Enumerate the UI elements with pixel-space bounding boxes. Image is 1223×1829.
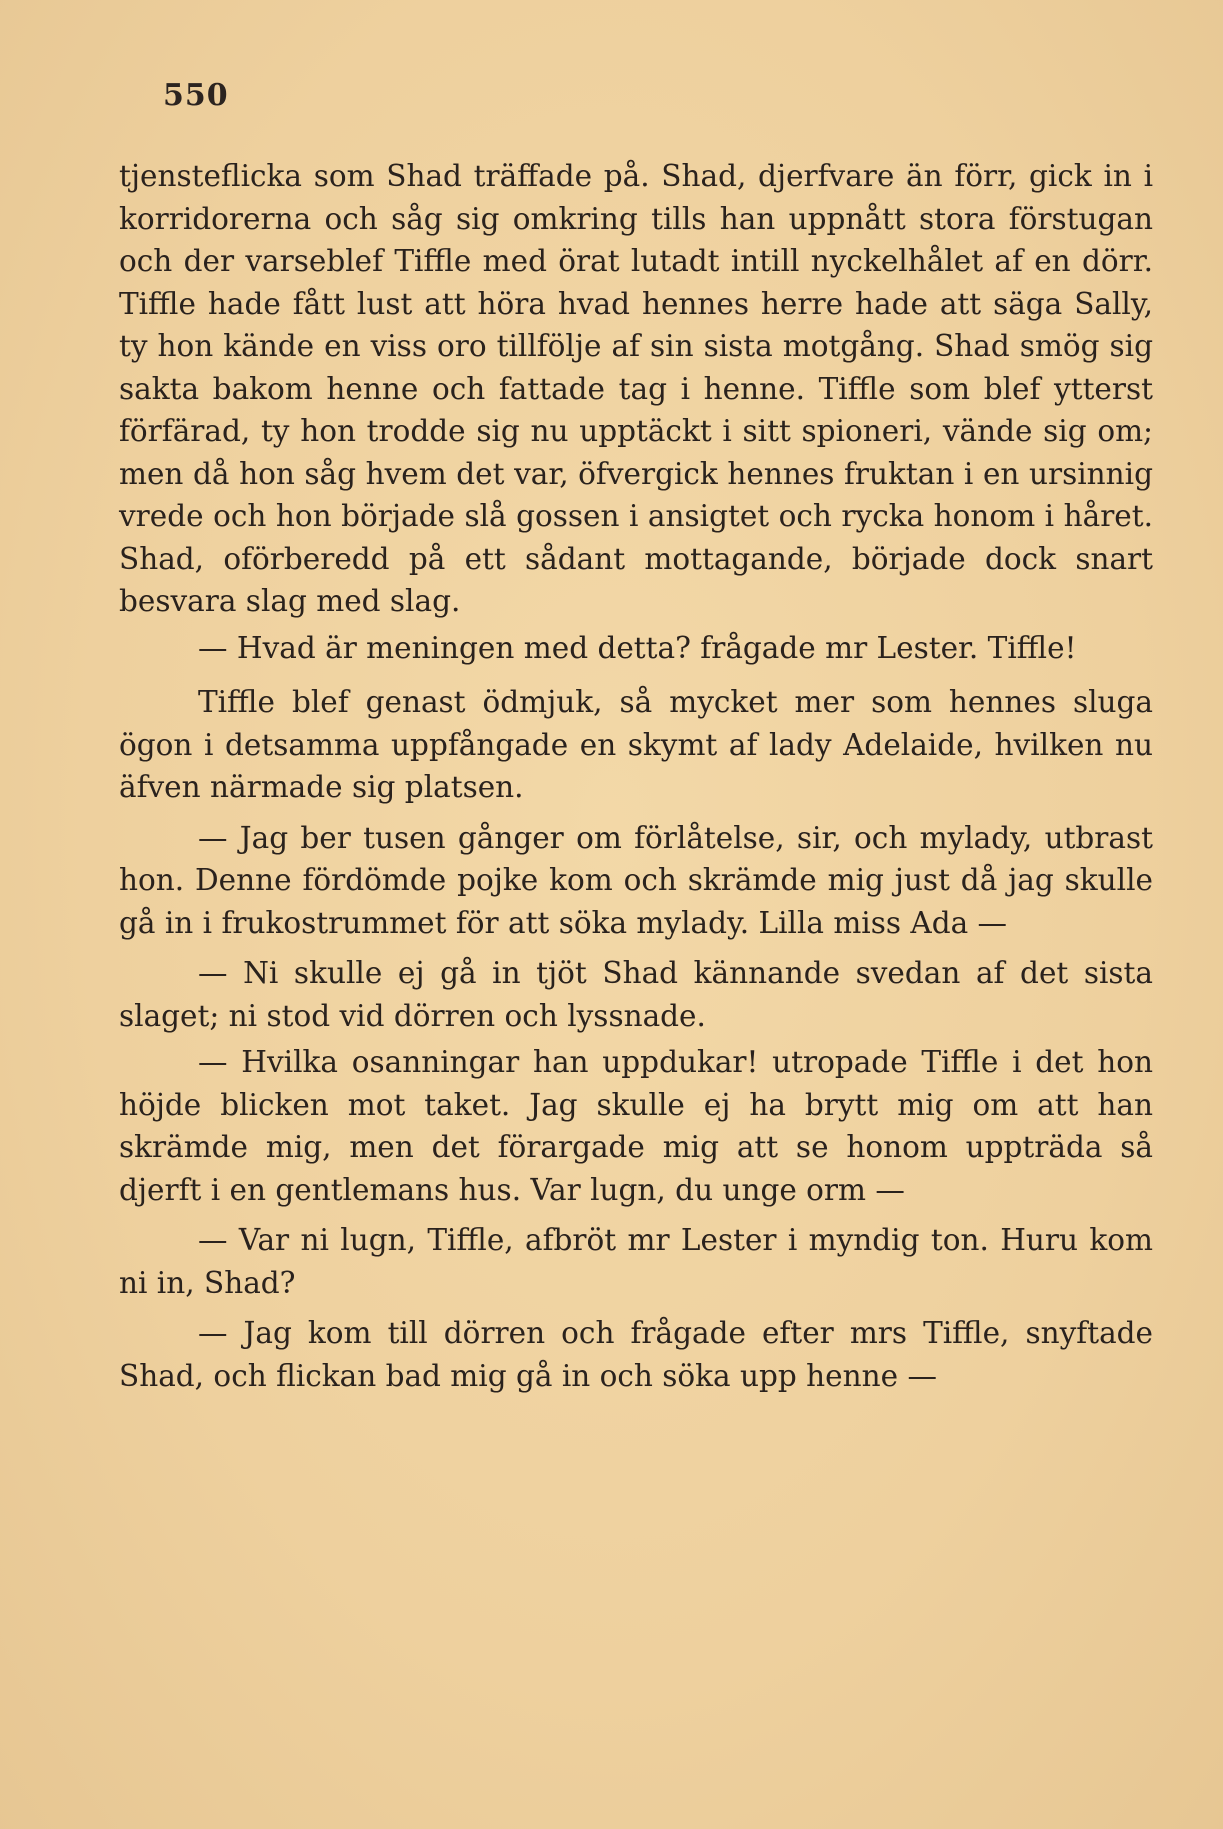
paragraph: Tiffle blef genast ödmjuk, så mycket mer som hennes sluga ögon i detsamma uppfångade en skymt af lady Adelaide, hvilken nu äfven närmade sig platsen. xyxy=(119,685,1153,804)
paragraph: — Jag kom till dörren och frågade efter mrs Tiffle, snyftade Shad, och flickan bad mig gå in och söka upp henne — xyxy=(119,1316,1153,1393)
body-text xyxy=(119,155,1153,1397)
page-number: 550 xyxy=(163,78,229,113)
paragraph: — Jag ber tusen gånger om förlåtelse, sir, och mylady, utbrast hon. Denne fördömde pojke kom och skrämde mig just då jag skulle gå in i frukostrummet för att söka mylady. Lilla miss Ada — xyxy=(119,820,1153,940)
paragraph: — Ni skulle ej gå in tjöt Shad kännande svedan af det sista slaget; ni stod vid dörren och lyssnade. xyxy=(119,956,1153,1033)
paragraph: — Hvad är meningen med detta? frågade mr Lester. Tiffle! xyxy=(198,630,1077,665)
paragraph: tjensteflicka som Shad träffade på. Shad, djerfvare än förr, gick in i korridorerna och såg sig omkring tills han uppnått stora förstugan och der varseblef Tiffle med örat lutadt intill nyckelhålet af en dörr. Tiffle hade fått lust att höra hvad hennes herre hade att säga Sally, ty hon kände en viss oro tillfölje af sin sista motgång. Shad smög sig sakta bakom henne och fattade tag i henne. Tiffle som blef ytterst förfärad, ty hon trodde sig nu upptäckt i sitt spioneri, vände sig om; men då hon såg hvem det var, öfvergick hennes fruktan i en ursinnig vrede och hon började slå gossen i ansigtet och rycka honom i håret. Shad, oförberedd på ett sådant mottagande, började dock snart besvara slag med slag. xyxy=(119,159,1153,618)
paragraph: — Var ni lugn, Tiffle, afbröt mr Lester i myndig ton. Huru kom ni in, Shad? xyxy=(119,1223,1153,1300)
paragraph: — Hvilka osanningar han uppdukar! utropade Tiffle i det hon höjde blicken mot taket. Jag skulle ej ha brytt mig om att han skrämde mig, men det förargade mig att se honom uppträda så djerft i en gentlemans hus. Var lugn, du unge orm — xyxy=(119,1045,1153,1207)
